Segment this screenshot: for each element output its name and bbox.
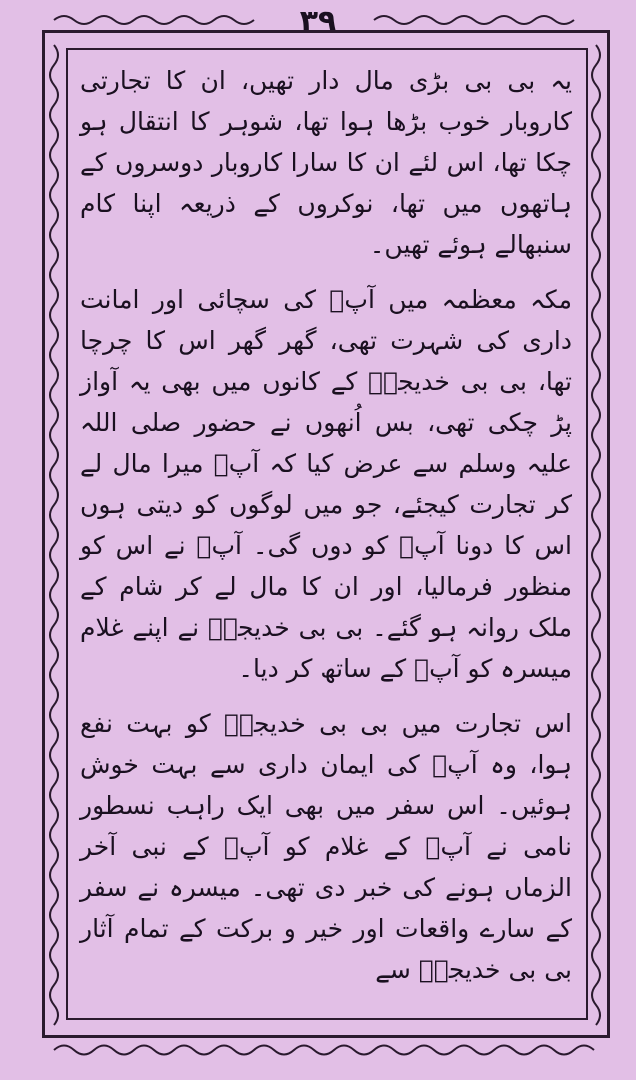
top-ornament	[44, 10, 604, 30]
paragraph-1: یہ بی بی بڑی مال دار تھیں، ان کا تجارتی کاروبار خوب بڑھا ہوا تھا، شوہر کا انتقال ہو چکا تھا، اس لئے ان کا سارا کاروبار دوسروں کے ہاتھوں میں تھا، نوکروں کے ذریعہ اپنا کام سنبھالے ہوئے تھیں۔	[80, 66, 572, 259]
bottom-ornament	[44, 1038, 604, 1062]
paragraph-2: مکہ معظمہ میں آپؐ کی سچائی اور امانت داری کی شہرت تھی، گھر گھر اس کا چرچا تھا، بی بی خدیجہؓ کے کانوں میں بھی یہ آواز پڑ چکی تھی، بس اُنھوں نے حضور صلی اللہ علیہ وسلم سے عرض کیا کہ آپؐ میرا مال لے کر تجارت کیجئے، جو میں لوگوں کو دیتی ہوں اس کا دونا آپؐ کو دوں گی۔ آپؐ نے اس کو منظور فرمالیا، اور ان کا مال لے کر شام کے ملک روانہ ہو گئے۔ بی بی خدیجہؓ نے اپنے غلام میسرہ کو آپؐ کے ساتھ کر دیا۔	[80, 285, 572, 683]
paragraph-3: اس تجارت میں بی بی خدیجہؓ کو بہت نفع ہوا، وہ آپؐ کی ایمان داری سے بہت خوش ہوئیں۔ اس سفر میں بھی ایک راہب نسطور نامی نے آپؐ کے غلام کو آپؐ کے نبی آخر الزماں ہونے کی خبر دی تھی۔ میسرہ نے سفر کے سارے واقعات اور خیر و برکت کے تمام آثار بی بی خدیجہؓ سے	[80, 709, 572, 984]
page-number: ٣٩	[299, 4, 337, 39]
body-text	[80, 60, 572, 1004]
left-ornament	[46, 40, 62, 1030]
right-ornament	[588, 40, 604, 1030]
